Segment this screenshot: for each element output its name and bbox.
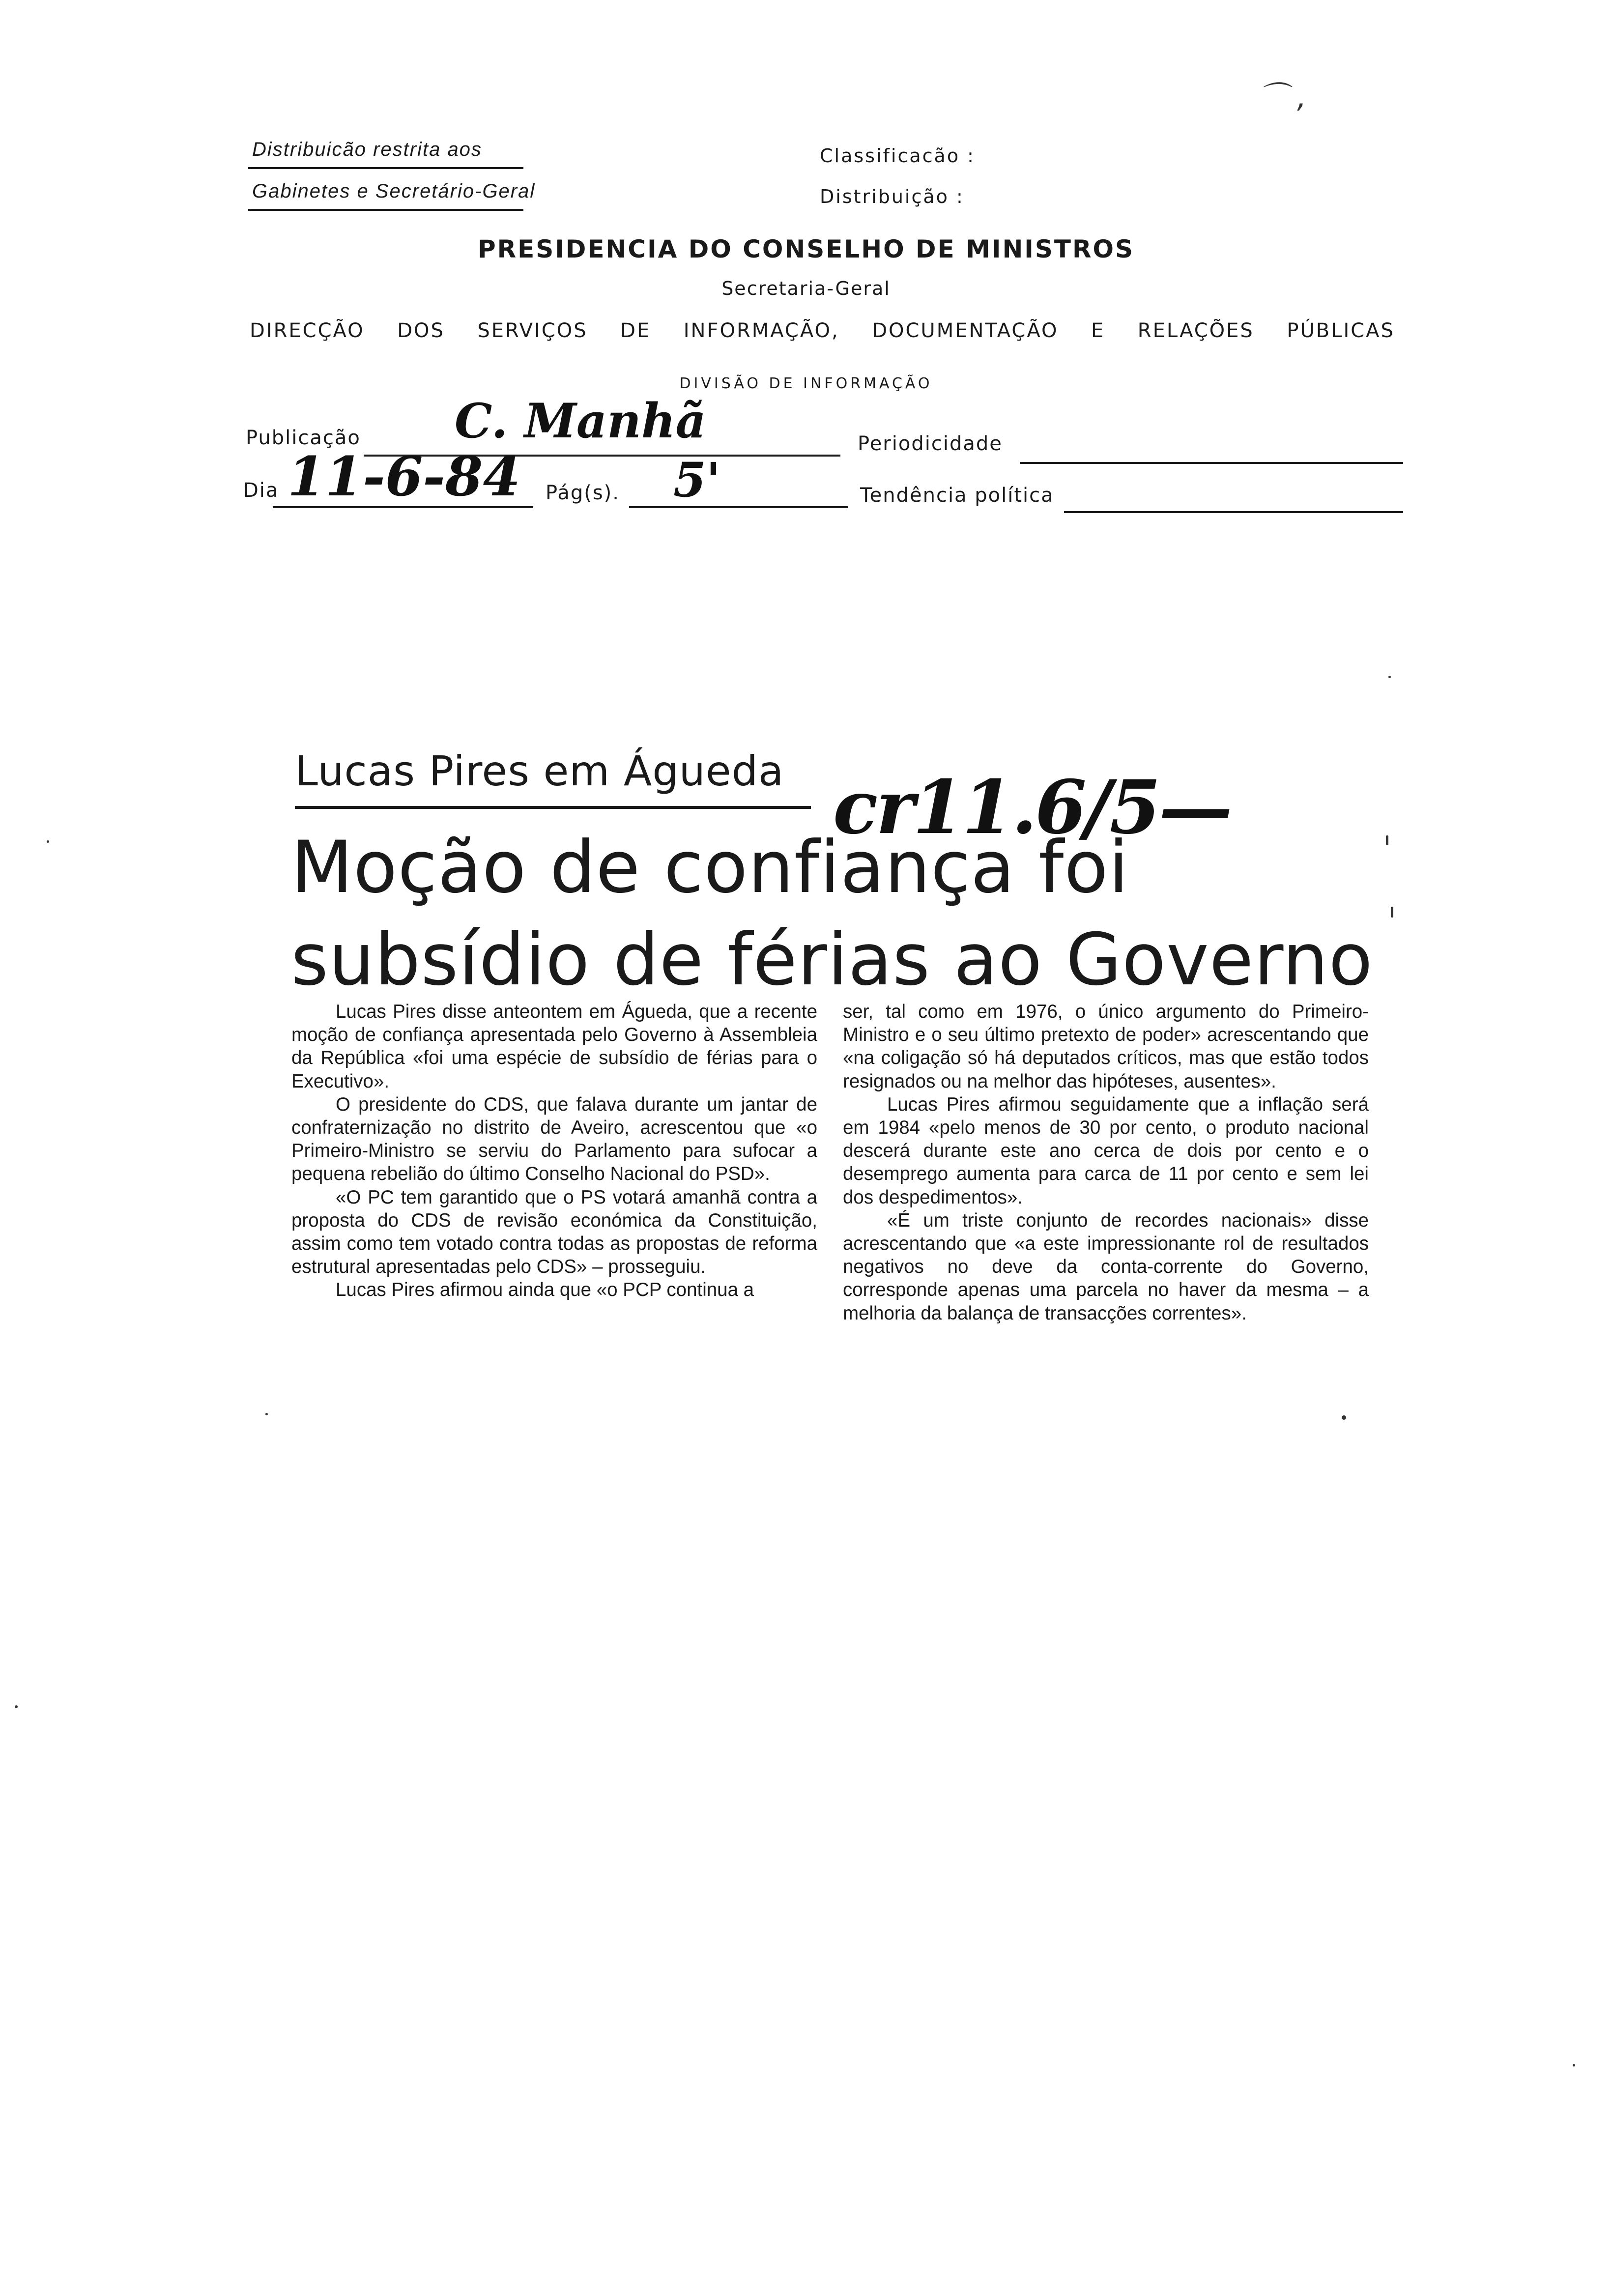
directorate-word: DOS xyxy=(397,319,445,342)
directorate-word: DIRECÇÃO xyxy=(250,319,365,342)
directorate-word: DE xyxy=(620,319,651,342)
pages-value: 5' xyxy=(673,452,721,508)
distribution-line-1: Distribuicão restrita aos xyxy=(252,139,482,160)
scan-speck xyxy=(1386,835,1388,845)
page-mark: ⌒ , xyxy=(1258,80,1307,115)
scan-speck xyxy=(1573,2064,1575,2066)
paragraph: O presidente do CDS, que falava durante um jantar de confraternização no distrito de Aveiro, acrescentou que «o Primeiro-Ministro se serviu do Parlamento para sufocar a pequena rebelião do último Conselho Nacional do PSD». xyxy=(291,1093,817,1185)
distribution-underline-2 xyxy=(248,209,523,211)
article-column-1 xyxy=(291,1000,817,1302)
article-headline-line-2: subsídio de férias ao Governo xyxy=(291,918,1373,1002)
directorate-word: E xyxy=(1091,319,1105,342)
periodicity-line xyxy=(1020,462,1403,464)
tendency-line xyxy=(1064,511,1403,513)
periodicity-label: Periodicidade xyxy=(858,432,1003,455)
directorate-title xyxy=(250,319,1395,342)
scan-speck xyxy=(1342,1415,1346,1420)
scan-speck xyxy=(1388,676,1391,678)
paragraph: «O PC tem garantido que o PS votará amanhã contra a proposta do CDS de revisão económica da Constituição, assim como tem votado contra todas as propostas de reforma estrutural apresentadas pelo CDS» – prosseguiu. xyxy=(291,1186,817,1278)
kicker-rule xyxy=(295,806,811,809)
article-headline-line-1: Moção de confiança foi xyxy=(291,826,1129,909)
publication-label: Publicação xyxy=(246,427,361,449)
directorate-word: INFORMAÇÃO, xyxy=(683,319,839,342)
tendency-label: Tendência política xyxy=(860,484,1054,507)
day-label: Dia xyxy=(243,479,279,502)
article-kicker: Lucas Pires em Águeda xyxy=(295,747,784,795)
handwritten-stamp: cr11.6/5— xyxy=(833,764,1231,851)
pages-line xyxy=(629,506,848,508)
directorate-word: RELAÇÕES xyxy=(1137,319,1254,342)
pages-label: Pág(s). xyxy=(546,482,620,504)
article-column-2 xyxy=(843,1000,1369,1325)
classification-label: Classificacão : xyxy=(820,145,975,167)
paragraph: Lucas Pires disse anteontem em Águeda, que a recente moção de confiança apresentada pelo Governo à Assembleia da República «foi uma espécie de subsídio de férias para o Executivo». xyxy=(291,1001,817,1092)
division-title: DIVISÃO DE INFORMAÇÃO xyxy=(679,375,933,392)
directorate-word: SERVIÇOS xyxy=(477,319,588,342)
distribution-underline-1 xyxy=(248,167,523,169)
paragraph: ser, tal como em 1976, o único argumento do Primeiro-Ministro e o seu último pretexto de poder» acrescentando que «na coligação só há deputados críticos, mas que estão todos resignados ou na melhor das hipóteses, ausentes». xyxy=(843,1001,1369,1092)
directorate-word: PÚBLICAS xyxy=(1287,319,1395,342)
distribution-line-2: Gabinetes e Secretário-Geral xyxy=(252,180,536,202)
day-value: 11-6-84 xyxy=(288,445,520,508)
department-title: Secretaria-Geral xyxy=(721,278,891,299)
scan-speck xyxy=(15,1705,18,1708)
distribution-label: Distribuição : xyxy=(820,186,964,207)
scan-speck xyxy=(47,840,49,843)
paragraph: Lucas Pires afirmou seguidamente que a inflação será em 1984 «pelo menos de 30 por cento, o produto nacional descerá durante este ano cerca de dois por cento e o desemprego aumenta para carca de 11 por cento e sem lei dos despedimentos». xyxy=(843,1093,1369,1208)
scan-speck xyxy=(1391,907,1393,918)
directorate-word: DOCUMENTAÇÃO xyxy=(872,319,1059,342)
publication-value: C. Manhã xyxy=(455,393,706,449)
scan-speck xyxy=(265,1413,268,1415)
paragraph: Lucas Pires afirmou ainda que «o PCP continua a xyxy=(336,1279,754,1301)
paragraph: «É um triste conjunto de recordes nacionais» disse acrescentando que «a este impressionante rol de resultados negativos no deve da conta-corrente do Governo, corresponde apenas uma parcela no haver da mesma – a melhoria da balança de transacções correntes». xyxy=(843,1209,1369,1324)
organization-title: PRESIDENCIA DO CONSELHO DE MINISTROS xyxy=(477,235,1135,263)
